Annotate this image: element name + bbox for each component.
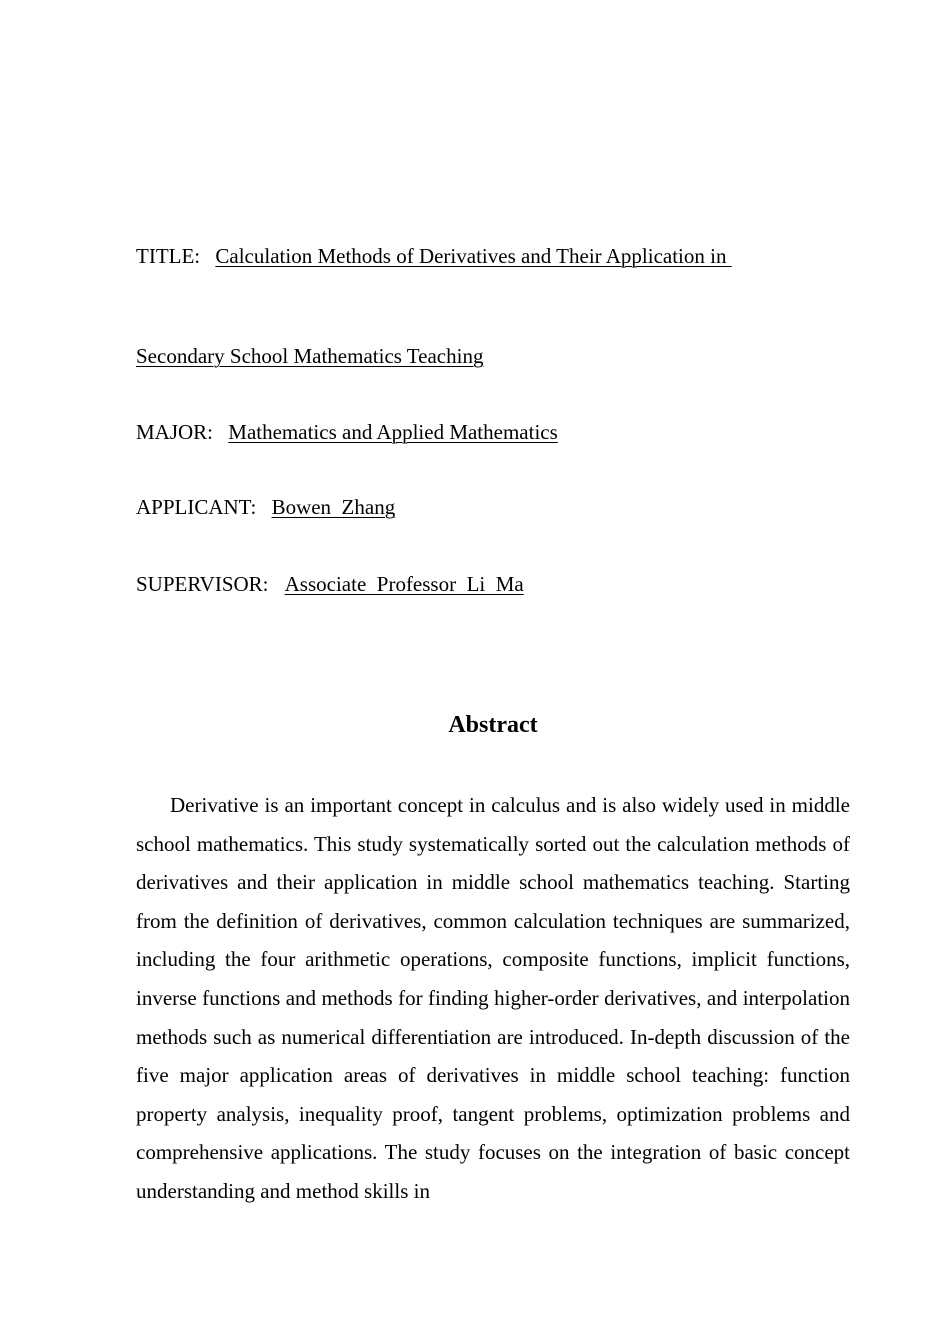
applicant-value: Bowen Zhang: [271, 495, 396, 519]
title-label: TITLE:: [136, 244, 201, 268]
supervisor-label: SUPERVISOR:: [136, 572, 269, 596]
abstract-heading: Abstract: [448, 712, 538, 738]
major-label: MAJOR:: [136, 420, 214, 444]
applicant-label: APPLICANT:: [136, 495, 257, 519]
major-field: [136, 419, 558, 445]
title-value-line1: Calculation Methods of Derivatives and Their Application in: [215, 244, 732, 268]
title-value-line2: Secondary School Mathematics Teaching: [136, 344, 484, 368]
supervisor-value: Associate Professor Li Ma: [284, 572, 524, 596]
supervisor-field: [136, 571, 524, 597]
applicant-field: [136, 494, 395, 520]
major-value: Mathematics and Applied Mathematics: [228, 420, 558, 444]
abstract-paragraph: Derivative is an important concept in calculus and is also widely used in middle school mathematics. This study systematically sorted out the calculation methods of derivatives and their application in middle school mathematics teaching. Starting from the definition of derivatives, common calculation techniques are summarized, including the four arithmetic operations, composite functions, implicit functions, inverse functions and methods for finding higher-order derivatives, and interpolation methods such as numerical differentiation are introduced. In-depth discussion of the five major application areas of derivatives in middle school teaching: function property analysis, inequality proof, tangent problems, optimization problems and comprehensive applications. The study focuses on the integration of basic concept understanding and method skills in: [136, 793, 850, 1203]
title-field: [136, 243, 732, 269]
title-field-continuation: [136, 343, 483, 369]
